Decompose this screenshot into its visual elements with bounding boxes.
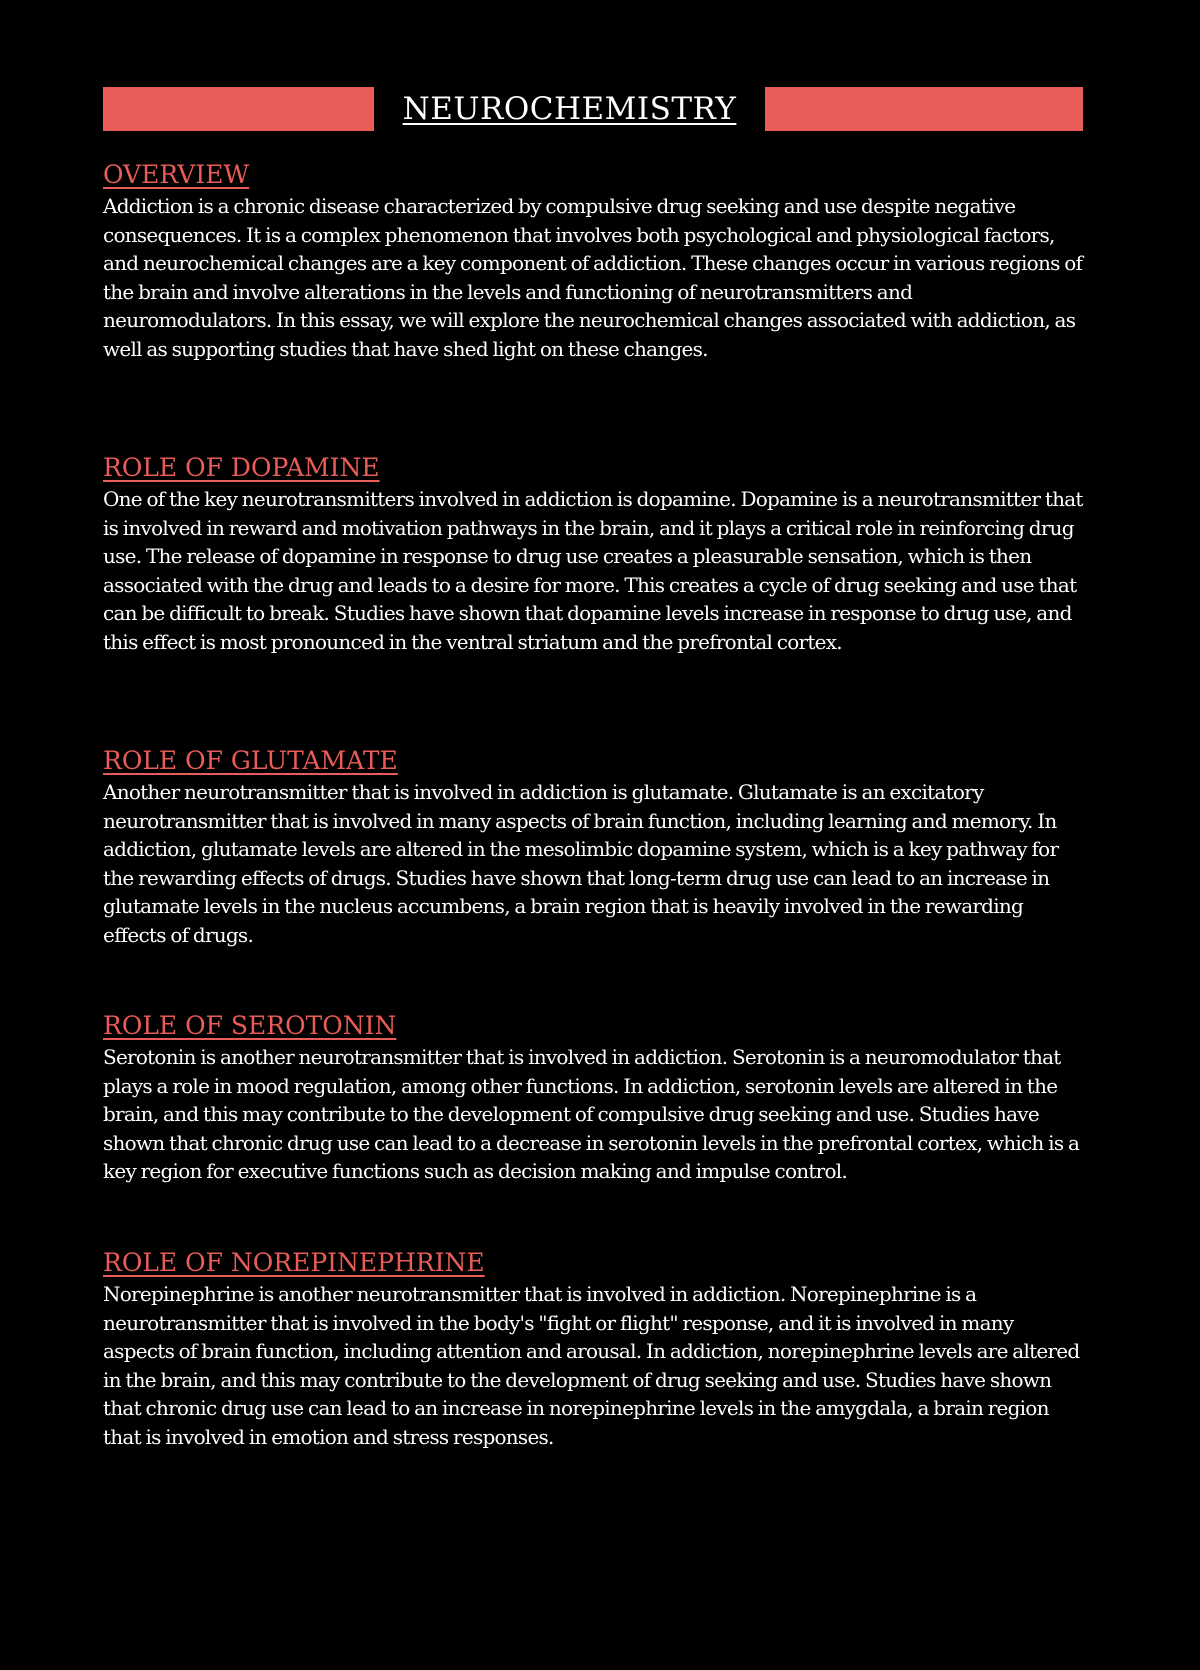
section-heading: ROLE OF DOPAMINE — [103, 453, 380, 482]
section-overview — [103, 160, 1083, 364]
section-body: Addiction is a chronic disease characterized by compulsive drug seeking and use despite negative consequences. It is a complex phenomenon that involves both psychological and physiological factors, and neurochemical changes are a key component of addiction. These changes occur in various regions of the brain and involve alterations in the levels and functioning of neurotransmitters and neuromodulators. In this essay, we will explore the neurochemical changes associated with addiction, as well as supporting studies that have shed light on these changes. — [103, 194, 1083, 361]
section-body: Serotonin is another neurotransmitter that is involved in addiction. Serotonin is a neuromodulator that plays a role in mood regulation, among other functions. In addiction, serotonin levels are altered in the brain, and this may contribute to the development of compulsive drug seeking and use. Studies have shown that chronic drug use can lead to a decrease in serotonin levels in the prefrontal cortex, which is a key region for executive functions such as decision making and impulse control. — [103, 1045, 1080, 1184]
section-body: Another neurotransmitter that is involved in addiction is glutamate. Glutamate is an excitatory neurotransmitter that is involved in many aspects of brain function, including learning and memory. In addiction, glutamate levels are altered in the mesolimbic dopamine system, which is a key pathway for the rewarding effects of drugs. Studies have shown that long-term drug use can lead to an increase in glutamate levels in the nucleus accumbens, a brain region that is heavily involved in the rewarding effects of drugs. — [103, 780, 1059, 947]
page-title: NEUROCHEMISTRY — [402, 91, 737, 127]
section-serotonin — [103, 1011, 1083, 1186]
section-body: One of the key neurotransmitters involved in addiction is dopamine. Dopamine is a neurotransmitter that is involved in reward and motivation pathways in the brain, and it plays a critical role in reinforcing drug use. The release of dopamine in response to drug use creates a pleasurable sensation, which is then associated with the drug and leads to a desire for more. This creates a cycle of drug seeking and use that can be difficult to break. Studies have shown that dopamine levels increase in response to drug use, and this effect is most pronounced in the ventral striatum and the prefrontal cortex. — [103, 487, 1083, 654]
section-norepinephrine — [103, 1248, 1083, 1452]
section-heading: ROLE OF NOREPINEPHRINE — [103, 1248, 485, 1277]
section-heading: OVERVIEW — [103, 160, 250, 189]
section-body: Norepinephrine is another neurotransmitter that is involved in addiction. Norepinephrine is a neurotransmitter that is involved in the body's "fight or flight" response, and it is involved in many aspects of brain function, including attention and arousal. In addiction, norepinephrine levels are altered in the brain, and this may contribute to the development of drug seeking and use. Studies have shown that chronic drug use can lead to an increase in norepinephrine levels in the amygdala, a brain region that is involved in emotion and stress responses. — [103, 1282, 1080, 1449]
section-heading: ROLE OF GLUTAMATE — [103, 746, 398, 775]
title-accent-bar-left — [103, 87, 374, 131]
section-dopamine — [103, 453, 1083, 657]
title-banner — [103, 87, 1083, 131]
section-glutamate — [103, 746, 1083, 950]
section-heading: ROLE OF SEROTONIN — [103, 1011, 397, 1040]
title-accent-bar-right — [765, 87, 1083, 131]
